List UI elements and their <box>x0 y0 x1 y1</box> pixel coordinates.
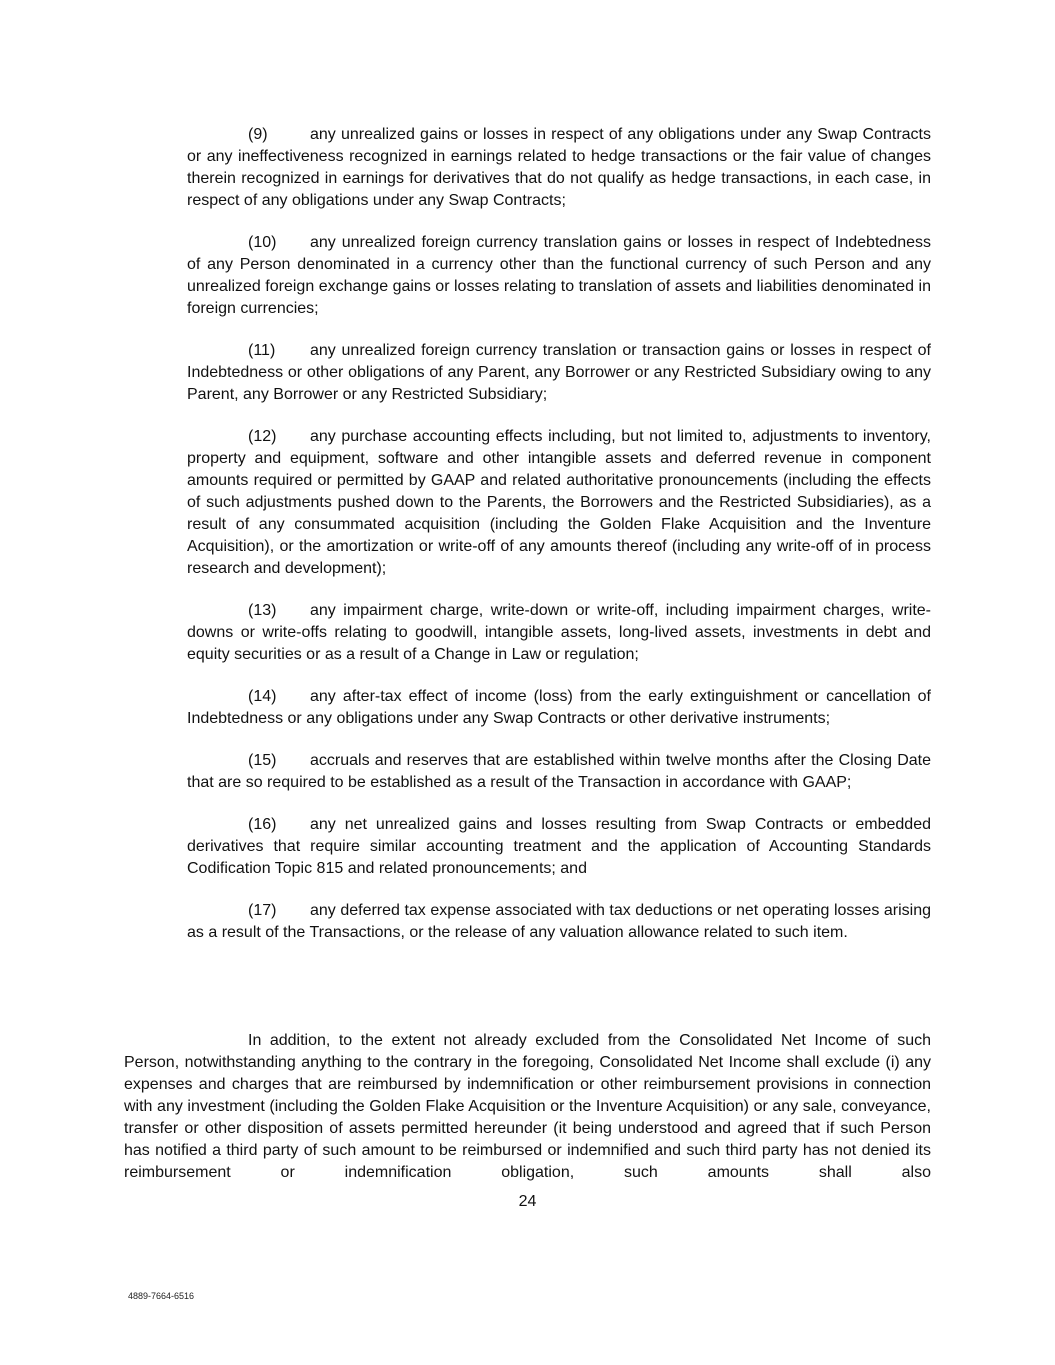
clause-text: any unrealized gains or losses in respect of any obligations under any Swap Contracts or any ineffectiveness recognized in earnings related to hedge transactions or the fair value of changes therein recognized in earnings for derivatives that do not qualify as hedge transactions, in each case, in respect of any obligations under any Swap Contracts; <box>187 126 931 209</box>
clause-text: any unrealized foreign currency translation gains or losses in respect of Indebtedness of any Person denominated in a currency other than the functional currency of such Person and any unrealized foreign exchange gains or losses relating to translation of assets and liabilities denominated in foreign currencies; <box>187 234 931 317</box>
clause-number: (13) <box>248 602 277 619</box>
clause-14 <box>187 686 931 730</box>
clause-number: (9) <box>248 126 268 143</box>
page-number: 24 <box>518 1193 537 1210</box>
clause-15 <box>187 750 931 794</box>
clause-text: any unrealized foreign currency translation or transaction gains or losses in respect of Indebtedness or other obligations of any Parent, any Borrower or any Restricted Subsidiary owing to any Parent, any Borrower or any Restricted Subsidiary; <box>187 342 931 403</box>
clause-10 <box>187 232 931 320</box>
clause-number: (17) <box>248 902 277 919</box>
clause-number: (10) <box>248 234 277 251</box>
clause-number: (16) <box>248 816 277 833</box>
clause-12 <box>187 426 931 580</box>
clause-number: (12) <box>248 428 277 445</box>
clause-number: (15) <box>248 752 277 769</box>
clause-9 <box>187 124 931 212</box>
clause-list <box>187 124 931 964</box>
clause-text: any deferred tax expense associated with tax deductions or net operating losses arising as a result of the Transactions, or the release of any valuation allowance related to such item. <box>187 902 931 941</box>
clause-number: (11) <box>248 342 276 359</box>
document-id: 4889-7664-6516 <box>128 1291 195 1301</box>
clause-17 <box>187 900 931 944</box>
clause-11 <box>187 340 931 406</box>
clause-16 <box>187 814 931 880</box>
closing-paragraph: In addition, to the extent not already excluded from the Consolidated Net Income of such Person, notwithstanding anything to the contrary in the foregoing, Consolidated Net Income shall exclude (i) any expenses and charges that are reimbursed by indemnification or other reimbursement provisions in connection with any investment (including the Golden Flake Acquisition or the Inventure Acquisition) or any sale, conveyance, transfer or other disposition of assets permitted hereunder (it being understood and agreed that if such Person has notified a third party of such amount to be reimbursed or indemnified and such third party has not denied its reimbursement or indemnification obligation, such amounts shall also <box>124 1032 931 1181</box>
clause-text: any after-tax effect of income (loss) from the early extinguishment or cancellation of Indebtedness or any obligations under any Swap Contracts or other derivative instruments; <box>187 688 931 727</box>
clause-13 <box>187 600 931 666</box>
clause-text: any net unrealized gains and losses resulting from Swap Contracts or embedded derivatives that require similar accounting treatment and the application of Accounting Standards Codification Topic 815 and related pronouncements; and <box>187 816 931 877</box>
clause-text: any impairment charge, write-down or write-off, including impairment charges, write-downs or write-offs relating to goodwill, intangible assets, long-lived assets, investments in debt and equity securities or as a result of a Change in Law or regulation; <box>187 602 931 663</box>
clause-number: (14) <box>248 688 277 705</box>
clause-text: accruals and reserves that are established within twelve months after the Closing Date that are so required to be established as a result of the Transaction in accordance with GAAP; <box>187 752 931 791</box>
clause-text: any purchase accounting effects including, but not limited to, adjustments to inventory, property and equipment, software and other intangible assets and deferred revenue in component amounts required or permitted by GAAP and related authoritative pronouncements (including the effects of such adjustments pushed down to the Parents, the Borrowers and the Restricted Subsidiaries), as a result of any consummated acquisition (including the Golden Flake Acquisition and the Inventure Acquisition), or the amortization or write-off of any amounts thereof (including any write-off of in process research and development); <box>187 428 931 577</box>
